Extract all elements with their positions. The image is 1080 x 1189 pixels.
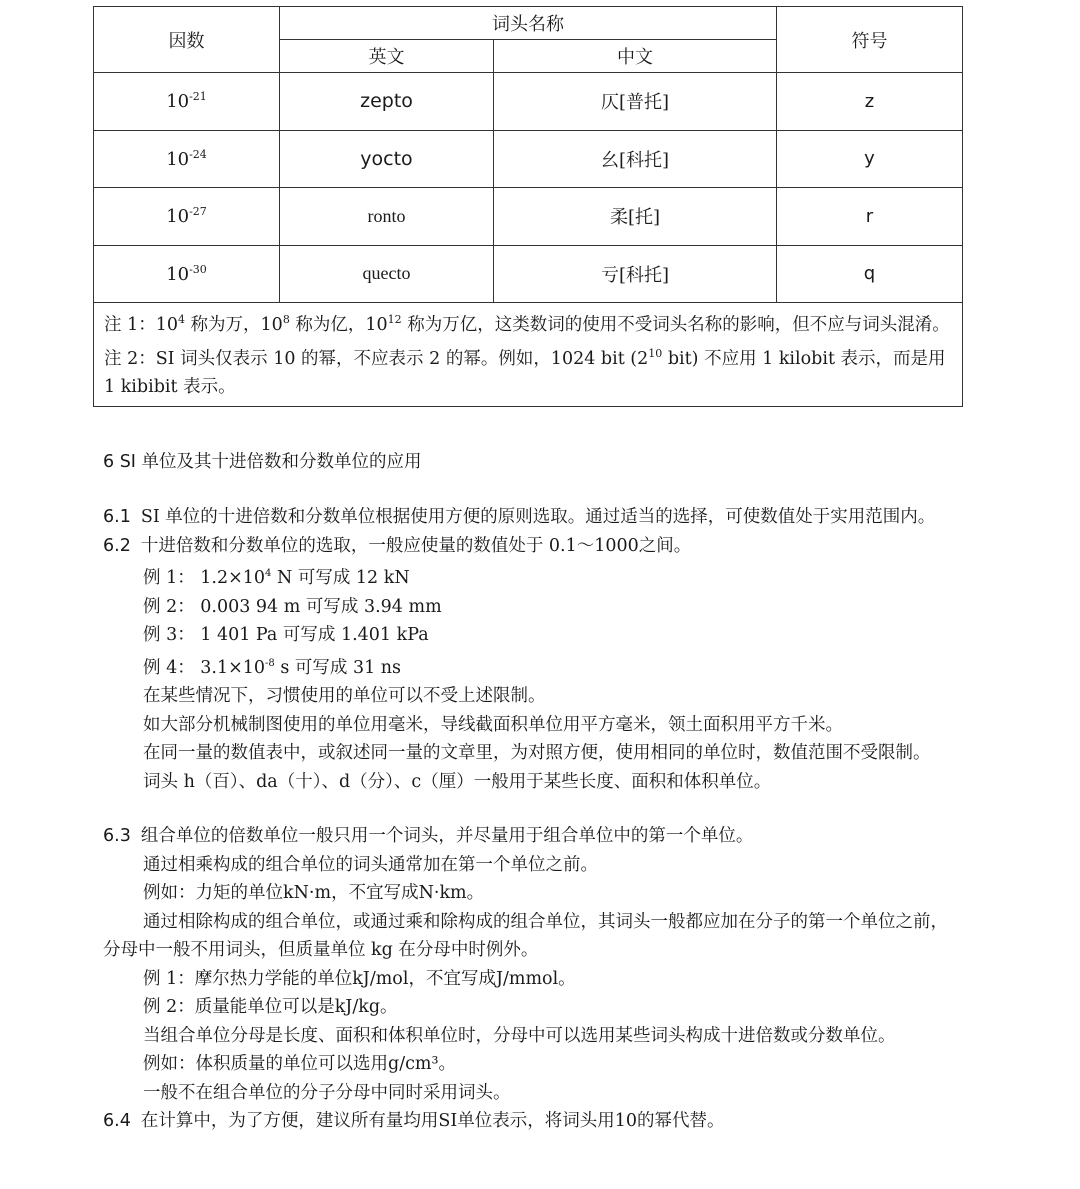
paragraph: 通过相乘构成的组合单位的词头通常加在第一个单位之前。 [143,854,598,875]
si-prefix-table [93,6,963,407]
chinese-cell: 幺[科托] [494,130,777,188]
paragraph: 通过相除构成的组合单位，或通过乘和除构成的组合单位，其词头一般都应加在分子的第一个单位之前，分母中一般不用词头，但质量单位 kg 在分母中时例外。 [103,911,948,960]
symbol-cell: r [777,188,963,246]
factor-cell: $10^{-27}$ [94,188,280,246]
header-english: 英文 [280,40,494,73]
symbol-cell: y [777,130,963,188]
table-row [94,245,963,303]
paragraph-6-2: 6.2 十进倍数和分数单位的选取，一般应使量的数值处于 0.1～1000之间。 [103,535,692,556]
chinese-cell: 仄[普托] [494,73,777,131]
example-2: 例 2： 0.003 94 m 可写成 3.94 mm [143,596,442,617]
paragraph: 例 1：摩尔热力学能的单位kJ/mol，不宜写成J/mmol。 [143,968,576,989]
header-factor: 因数 [94,7,280,73]
example-3: 例 3： 1 401 Pa 可写成 1.401 kPa [143,625,429,645]
paragraph-6-3: 6.3 组合单位的倍数单位一般只用一个词头，并尽量用于组合单位中的第一个单位。 [103,826,754,846]
english-cell: quecto [280,245,494,303]
table-note-2: 注 2：SI 词头仅表示 10 的幂，不应表示 2 的幂。例如，1024 bit ($2^{10}$ bit) 不应用 1 kilobit 表示，而是用 1 kibibit 表示。 [104,346,946,397]
paragraph-6-4: 6.4 在计算中，为了方便，建议所有量均用SI单位表示，将词头用10的幂代替。 [103,1111,725,1131]
chinese-cell: 亏[科托] [494,245,777,303]
section-body [103,503,955,1136]
paragraph: 在某些情况下，习惯使用的单位可以不受上述限制。 [143,686,546,706]
table-row [94,188,963,246]
english-cell: ronto [280,188,494,246]
factor-cell: $10^{-21}$ [94,73,280,131]
paragraph: 在同一量的数值表中，或叙述同一量的文章里，为对照方便，使用相同的单位时，数值范围不受限制。 [143,743,931,763]
header-chinese: 中文 [494,40,777,73]
factor-cell: $10^{-24}$ [94,130,280,188]
table-row [94,130,963,188]
chinese-cell: 柔[托] [494,188,777,246]
english-cell: yocto [280,130,494,188]
english-cell: zepto [280,73,494,131]
header-symbol: 符号 [777,7,963,73]
spacer [103,796,955,822]
example-4: 例 4： $3.1\times 10^{-8}$ s 可写成 31 ns [143,657,402,678]
paragraph: 如大部分机械制图使用的单位用毫米，导线截面积单位用平方毫米，领土面积用平方千米。 [143,714,843,735]
table-notes [94,303,963,407]
symbol-cell: z [777,73,963,131]
header-prefix-name: 词头名称 [280,7,777,40]
example-1: 例 1： $1.2\times 10^4$ N 可写成 12 kN [143,568,410,588]
symbol-cell: q [777,245,963,303]
paragraph-6-1: 6.1 SI 单位的十进倍数和分数单位根据使用方便的原则选取。通过适当的选择，可使数值处于实用范围内。 [103,507,936,527]
paragraph: 词头 h（百）、da（十）、d（分）、c（厘）一般用于某些长度、面积和体积单位。 [143,771,772,792]
table-note-1: 注 1：$10^4$ 称为万，$10^8$ 称为亿，$10^{12}$ 称为万亿，这类数词的使用不受词头名称的影响，但不应与词头混淆。 [104,313,950,335]
paragraph: 例如：力矩的单位kN·m，不宜写成N·km。 [143,883,485,903]
paragraph: 例如：体积质量的单位可以选用g/cm³。 [143,1054,457,1074]
paragraph: 当组合单位分母是长度、面积和体积单位时，分母中可以选用某些词头构成十进倍数或分数单位。 [143,1025,896,1046]
paragraph: 一般不在组合单位的分子分母中同时采用词头。 [143,1082,511,1103]
paragraph: 例 2：质量能单位可以是kJ/kg。 [143,997,398,1017]
factor-cell: $10^{-30}$ [94,245,280,303]
table-row [94,73,963,131]
section-heading: 6 SI 单位及其十进倍数和分数单位的应用 [103,452,422,472]
